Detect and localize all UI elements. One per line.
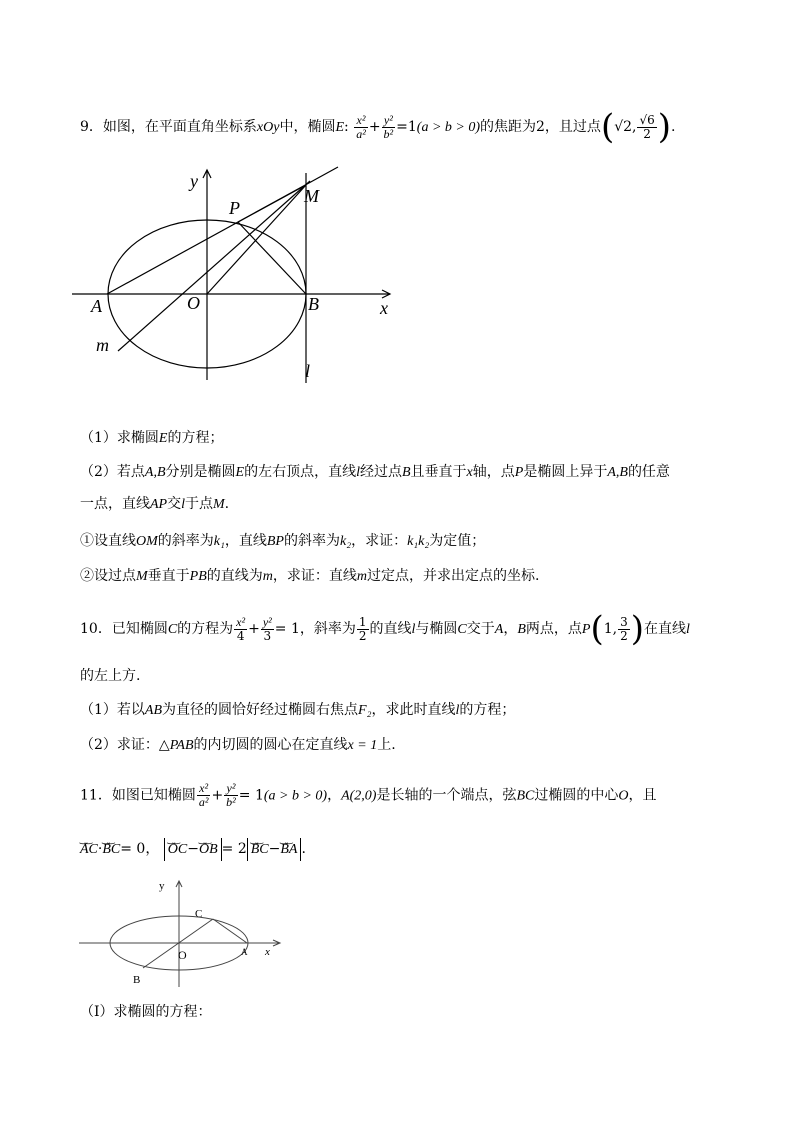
label-A: A — [241, 947, 248, 957]
label-P: P — [229, 198, 240, 218]
label-y: y — [159, 880, 165, 892]
frac-sqrt6-2: $\frac{√6}{2}$ — [639, 112, 655, 141]
q9-sub2: ②设过点M垂直于PB的直线为m，求证：直线m过定点，并求出定点的坐标. — [80, 568, 540, 584]
frac-x2-a2: $\frac{\text{x²}}{\text{a²}}$ — [356, 112, 366, 141]
frac-y2-b2: $\frac{\text{y²}}{\text{b²}}$ — [383, 112, 394, 141]
q10-stem-line2: 的左上方. — [80, 668, 141, 684]
label-m: m — [96, 335, 109, 355]
label-x: x — [380, 298, 388, 318]
q11-condition: ‿‿ AC·‿‿ BC= 0， ‿‿ OC−‿‿ OB = 2‿‿ BC−‿‿ BA . — [80, 838, 306, 861]
line-PB — [238, 222, 306, 294]
q11-part1: （Ⅰ）求椭圆的方程： — [80, 1004, 212, 1020]
label-O: O — [178, 948, 187, 962]
label-O: O — [187, 293, 200, 313]
q11-stem: 11．如图已知椭圆 $\frac{\text{x²}}{\text{a²}}$ + $\frac{\text{y²}}{\text{b²}}$ = 1(a > b > 0)，A(2,0)是长轴的一个端点，弦BC过椭圆的中心O，且 — [80, 781, 657, 809]
q9-part2-line1: （2）若点A,B分别是椭圆E的左右顶点，直线l经过点B且垂直于x轴，点P是椭圆上异于A,B的任意 — [80, 464, 670, 480]
q9-stem: 9．如图，在平面直角坐标系xOy中，椭圆E: $\frac{\text{x²}}{\text{a²}}$ + $\frac{\text{y²}}{\text{b²}}$ =1(a > b > 0)的焦距为2，且过点(√2, $\frac{√6}{2}$ ). — [80, 107, 676, 147]
q10-stem: 10．已知椭圆C的方程为 $\frac{\text{x²}}{4}$ + $\frac{\text{y²}}{3}$ = 1，斜率为 $\frac{1}{2}$ 的直线l与椭圆C交于A，B两点，点P(1, $\frac{3}{2}$ )在直线l — [80, 609, 690, 649]
label-B: B — [308, 294, 319, 314]
label-y: y — [190, 171, 198, 191]
q9-part2-line2: 一点，直线AP交l于点M. — [80, 496, 230, 512]
segment-CA — [213, 919, 247, 943]
line-PM — [238, 185, 306, 222]
line-m — [118, 181, 310, 351]
label-M: M — [304, 186, 319, 206]
q10-part2: （2）求证：△PAB的内切圆的圆心在定直线x = 1上. — [80, 737, 396, 753]
label-B: B — [133, 974, 141, 986]
q10-part1: （1）若以AB为直径的圆恰好经过椭圆右焦点F₂，求此时直线l的方程； — [80, 702, 516, 718]
label-x: x — [265, 946, 270, 958]
label-l: l — [305, 361, 311, 381]
label-A: A — [91, 296, 102, 316]
q9-figure — [60, 165, 400, 395]
q9-sub1: ①设直线OM的斜率为k₁，直线BP的斜率为k₂，求证：k₁k₂为定值； — [80, 533, 486, 549]
q11-figure — [75, 875, 295, 995]
label-C: C — [195, 908, 203, 920]
q9-part1: （1）求椭圆E的方程； — [80, 430, 224, 446]
